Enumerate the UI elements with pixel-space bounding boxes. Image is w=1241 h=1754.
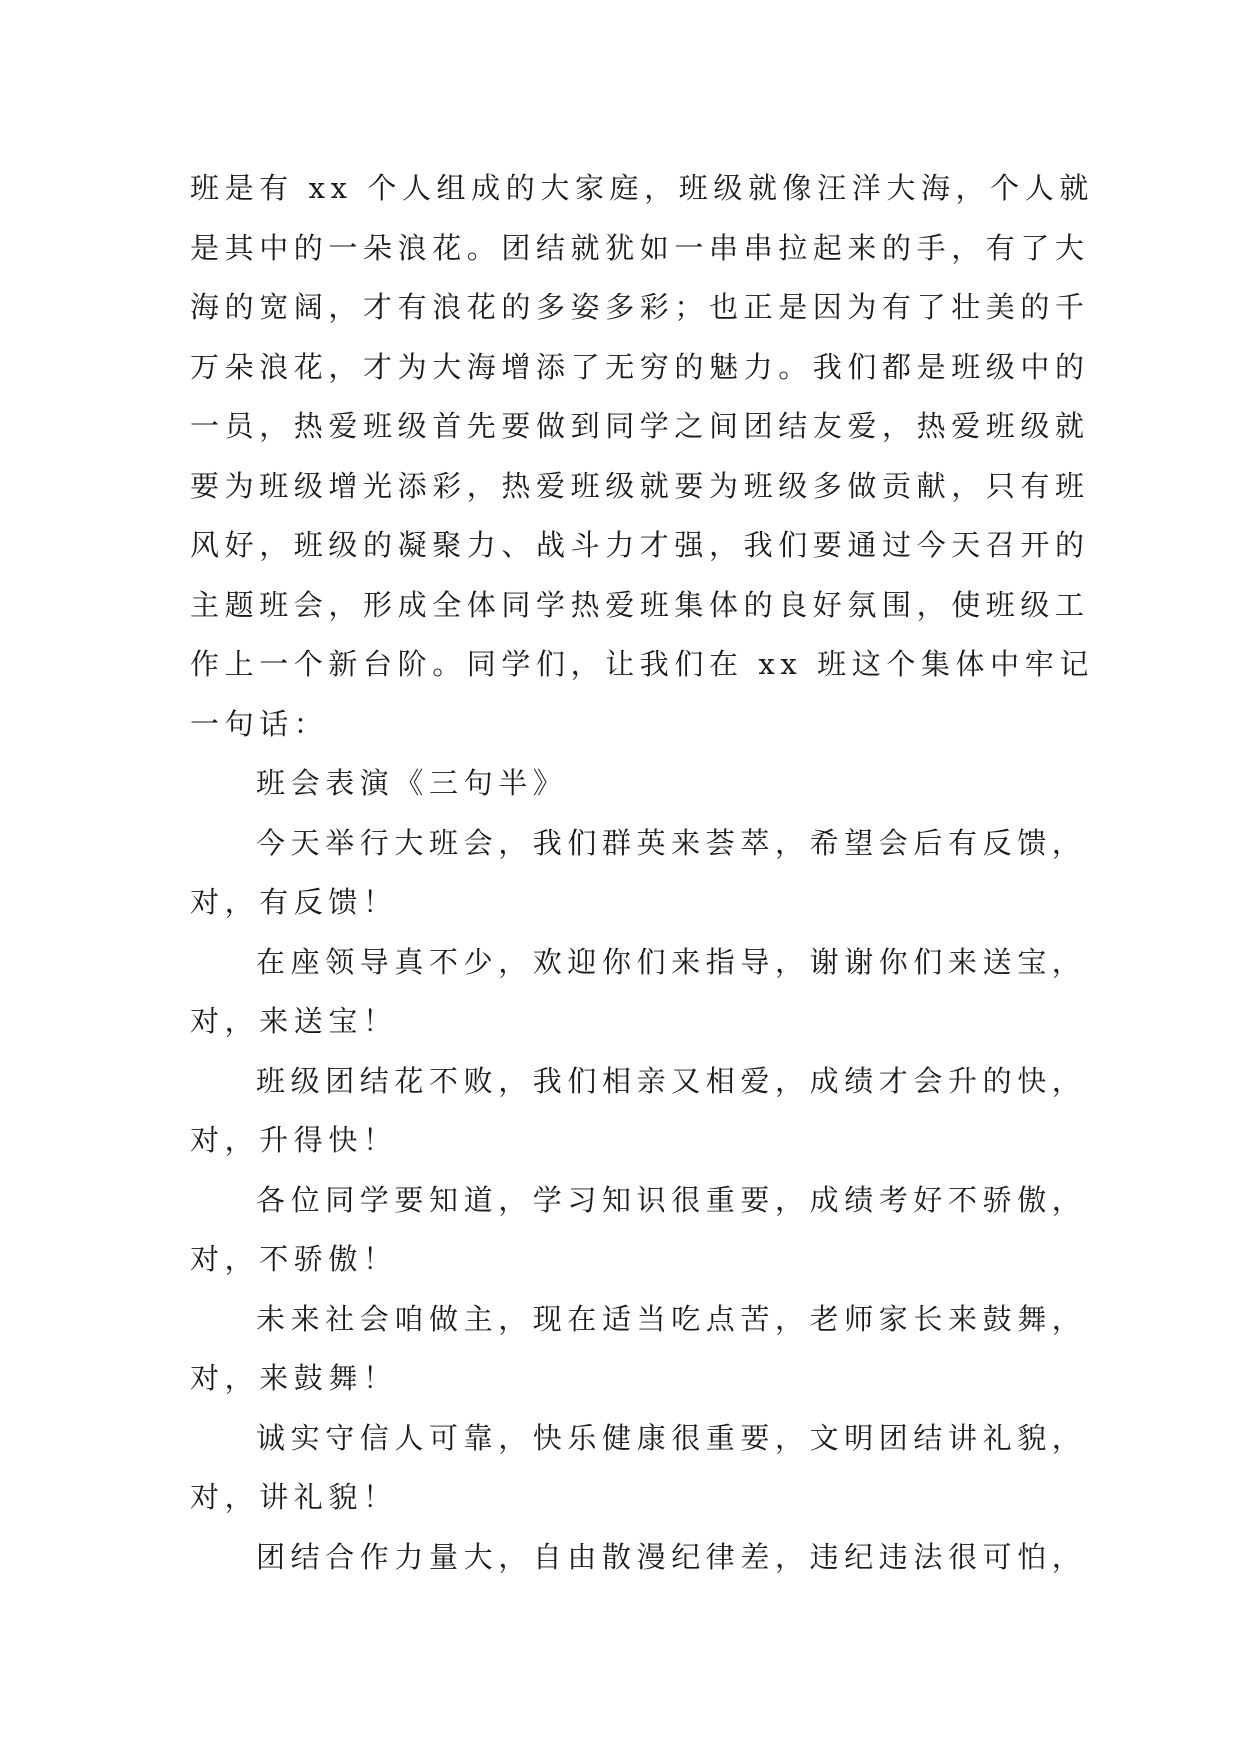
verse-line: 各位同学要知道，学习知识很重要，成绩考好不骄傲，	[256, 1182, 1087, 1217]
verse-line: 班级团结花不败，我们相亲又相爱，成绩才会升的快，	[256, 1063, 1087, 1098]
verse-response: 对，讲礼貌！	[190, 1480, 398, 1514]
paragraph-line: 是其中的一朵浪花。团结就犹如一串串拉起来的手，有了大	[190, 230, 1090, 265]
body-text	[190, 159, 1094, 1587]
verse-line: 未来社会咱做主，现在适当吃点苦，老师家长来鼓舞，	[256, 1301, 1087, 1336]
verse-line: 在座领导真不少，欢迎你们来指导，谢谢你们来送宝，	[256, 944, 1087, 979]
paragraph-line: 一句话：	[190, 706, 329, 741]
paragraph-line: 作上一个新台阶。同学们，让我们在 xx 班这个集体中牢记	[190, 647, 1094, 681]
paragraph-line: 万朵浪花，才为大海增添了无穷的魅力。我们都是班级中的	[190, 349, 1090, 384]
verse-line: 今天举行大班会，我们群英来荟萃，希望会后有反馈，	[256, 825, 1087, 860]
paragraph-line: 班是有 xx 个人组成的大家庭，班级就像汪洋大海，个人就	[190, 171, 1094, 205]
paragraph-line: 主题班会，形成全体同学热爱班集体的良好氛围，使班级工	[190, 587, 1090, 622]
paragraph-line: 海的宽阔，才有浪花的多姿多彩；也正是因为有了壮美的千	[190, 290, 1090, 324]
verse-response: 对，不骄傲！	[190, 1242, 398, 1276]
paragraph-line: 风好，班级的凝聚力、战斗力才强，我们要通过今天召开的	[190, 528, 1090, 562]
verse-response: 对，来鼓舞！	[190, 1361, 398, 1395]
verse-line: 团结合作力量大，自由散漫纪律差，违纪违法很可怕，	[256, 1539, 1087, 1574]
verse-line: 诚实守信人可靠，快乐健康很重要，文明团结讲礼貌，	[256, 1420, 1087, 1455]
paragraph-line: 要为班级增光添彩，热爱班级就要为班级多做贡献，只有班	[190, 468, 1090, 503]
paragraph-line: 一员，热爱班级首先要做到同学之间团结友爱，热爱班级就	[190, 409, 1090, 443]
verse-response: 对，有反馈！	[190, 885, 398, 919]
verse-response: 对，升得快！	[190, 1123, 398, 1157]
section-heading: 班会表演《三句半》	[256, 766, 568, 800]
verse-response: 对，来送宝！	[190, 1004, 398, 1038]
